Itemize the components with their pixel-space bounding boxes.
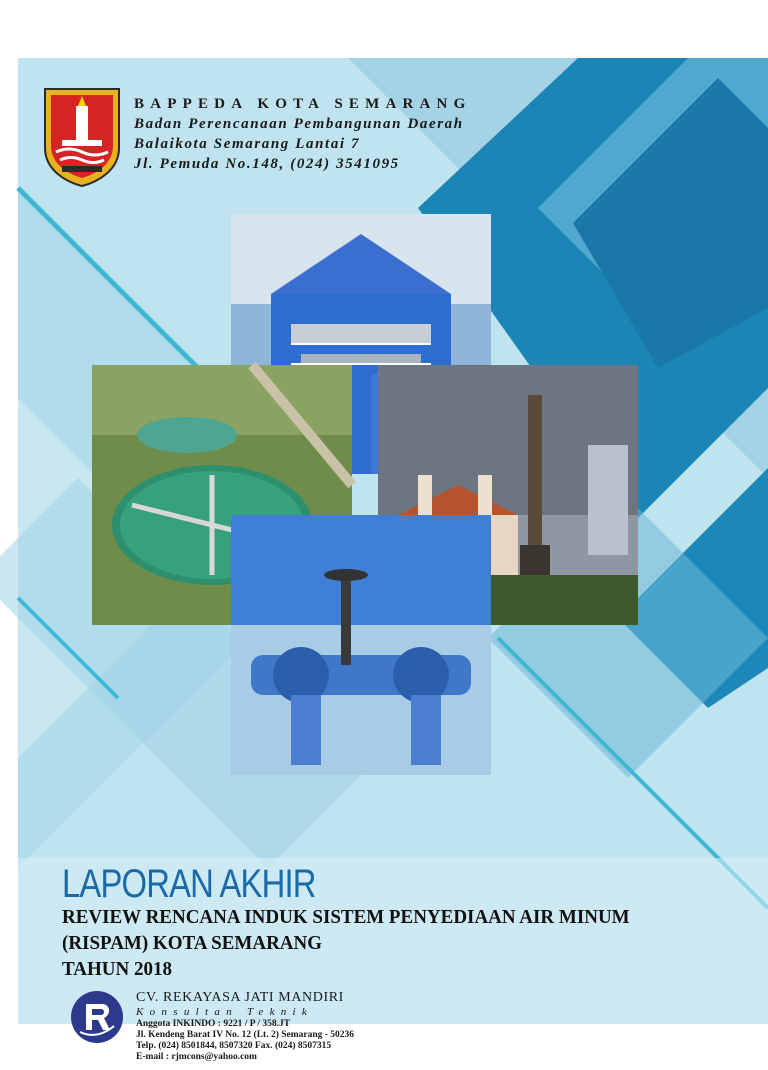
consultant-address: Jl. Kendeng Barat IV No. 12 (Lt. 2) Semarang - 50236 xyxy=(136,1030,355,1040)
org-building: Balaikota Semarang Lantai 7 xyxy=(134,136,361,152)
rjm-logo xyxy=(70,990,124,1044)
report-cover xyxy=(18,58,768,1062)
org-full-name: Badan Perencanaan Pembangunan Daerah xyxy=(134,116,464,132)
subtitle-line-3: TAHUN 2018 xyxy=(62,958,172,980)
org-address: Jl. Pemuda No.148, (024) 3541095 xyxy=(134,156,400,172)
report-subtitle xyxy=(62,904,659,982)
photo-pipe-valves xyxy=(234,518,489,773)
consultant-member: Anggota INKINDO : 9221 / P / 358.JT xyxy=(136,1019,291,1029)
subtitle-line-1: REVIEW RENCANA INDUK SISTEM PENYEDIAAN AIR MINUM xyxy=(62,906,630,928)
consultant-subtitle: Konsultan Teknik xyxy=(136,1006,314,1018)
header xyxy=(42,86,562,196)
semarang-city-emblem xyxy=(42,86,122,188)
consultant-phone: Telp. (024) 8501844, 8507320 Fax. (024) 8507315 xyxy=(136,1041,332,1051)
subtitle-line-2: (RISPAM) KOTA SEMARANG xyxy=(62,932,323,954)
report-title: LAPORAN AKHIR xyxy=(62,862,316,906)
consultant-block xyxy=(70,990,390,1070)
consultant-name: CV. REKAYASA JATI MANDIRI xyxy=(136,990,344,1005)
consultant-email: E-mail : rjmcons@yahoo.com xyxy=(136,1052,257,1062)
org-name: BAPPEDA KOTA SEMARANG xyxy=(134,96,472,112)
